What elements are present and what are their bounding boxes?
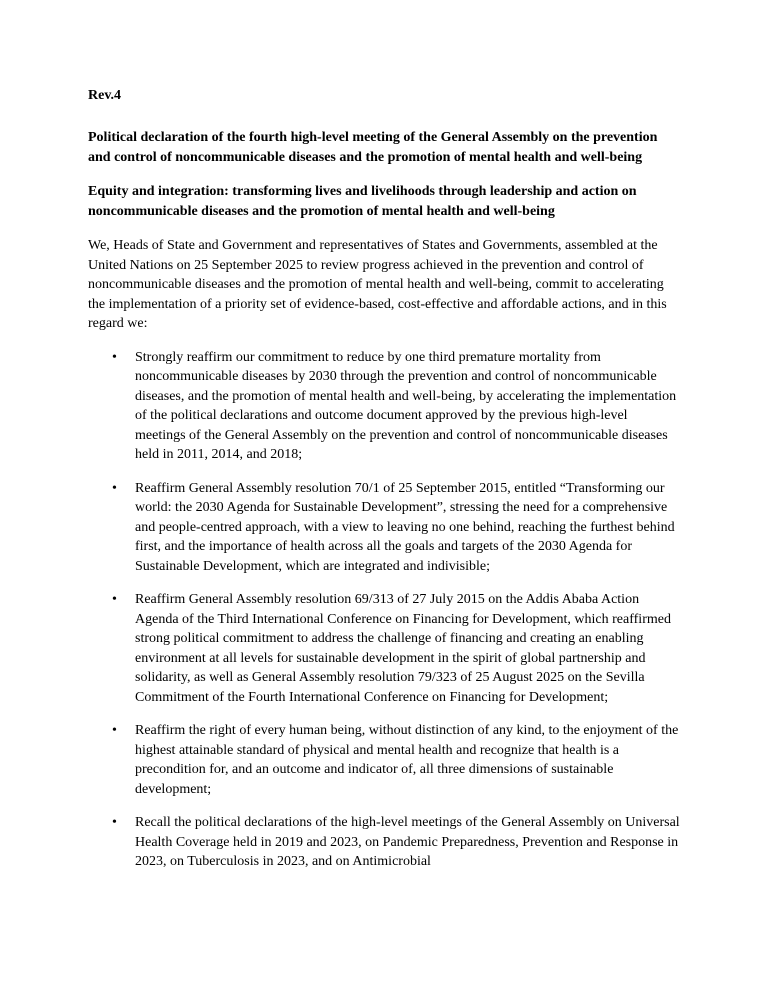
list-item	[112, 590, 680, 707]
bullet-marker: •	[112, 480, 117, 496]
bullet-text: Reaffirm the right of every human being, without distinction of any kind, to the enjoyment of the highest attainable standard of physical and mental health and recognize that health is a precondition for, and an outcome and indicator of, all three dimensions of sustainable development;	[135, 723, 679, 797]
bullet-text: Strongly reaffirm our commitment to reduce by one third premature mortality from noncommunicable diseases by 2030 through the prevention and control of noncommunicable diseases, and the promotion of mental health and well-being, by accelerating the implementation of the political declarations and outcome document approved by the previous high-level meetings of the General Assembly on the prevention and control of noncommunicable diseases held in 2011, 2014, and 2018;	[135, 349, 677, 462]
revision-label: Rev.4	[88, 88, 122, 103]
bullet-marker: •	[112, 815, 117, 830]
list-item	[112, 479, 680, 577]
bullet-text: Reaffirm General Assembly resolution 69/313 of 27 July 2015 on the Addis Ababa Action Agenda of the Third International Conference on Financing for Development, which reaffirmed strong political commitment to address the challenge of financing and creating an enabling environment at all levels for sustainable development in the spirit of global partnership and solidarity, as well as General Assembly resolution 79/323 of 25 August 2025 on the Sevilla Commitment of the Fourth International Conference on Financing for Development;	[135, 592, 671, 705]
bullet-marker: •	[112, 349, 117, 365]
list-item	[112, 348, 680, 465]
bullet-marker: •	[112, 723, 117, 738]
bullet-list	[88, 348, 680, 872]
list-item	[112, 813, 680, 872]
list-item	[112, 721, 680, 799]
bullet-text: Reaffirm General Assembly resolution 70/1 of 25 September 2015, entitled “Transforming our world: the 2030 Agenda for Sustainable Development”, stressing the need for a comprehensive and people-centred approach, with a view to leaving no one behind, reaching the furthest behind first, and the importance of health across all the goals and targets of the 2030 Agenda for Sustainable Development, which are integrated and indivisible;	[135, 480, 675, 574]
bullet-marker: •	[112, 592, 117, 607]
intro-paragraph: We, Heads of State and Government and representatives of States and Governments, assembled at the United Nations on 25 September 2025 to review progress achieved in the prevention and control of noncommunicable diseases and the promotion of mental health and well-being, commit to accelerating the implementation of a priority set of evidence-based, cost-effective and affordable actions, and in this regard we:	[88, 238, 667, 331]
document-subtitle: Equity and integration: transforming lives and livelihoods through leadership and action on noncommunicable diseases and the promotion of mental health and well-being	[88, 184, 637, 219]
document-title: Political declaration of the fourth high-level meeting of the General Assembly on the prevention and control of noncommunicable diseases and the promotion of mental health and well-being	[88, 130, 658, 165]
bullet-text: Recall the political declarations of the high-level meetings of the General Assembly on Universal Health Coverage held in 2019 and 2023, on Pandemic Preparedness, Prevention and Response in 2023, on Tuberculosis in 2023, and on Antimicrobial	[135, 815, 680, 869]
